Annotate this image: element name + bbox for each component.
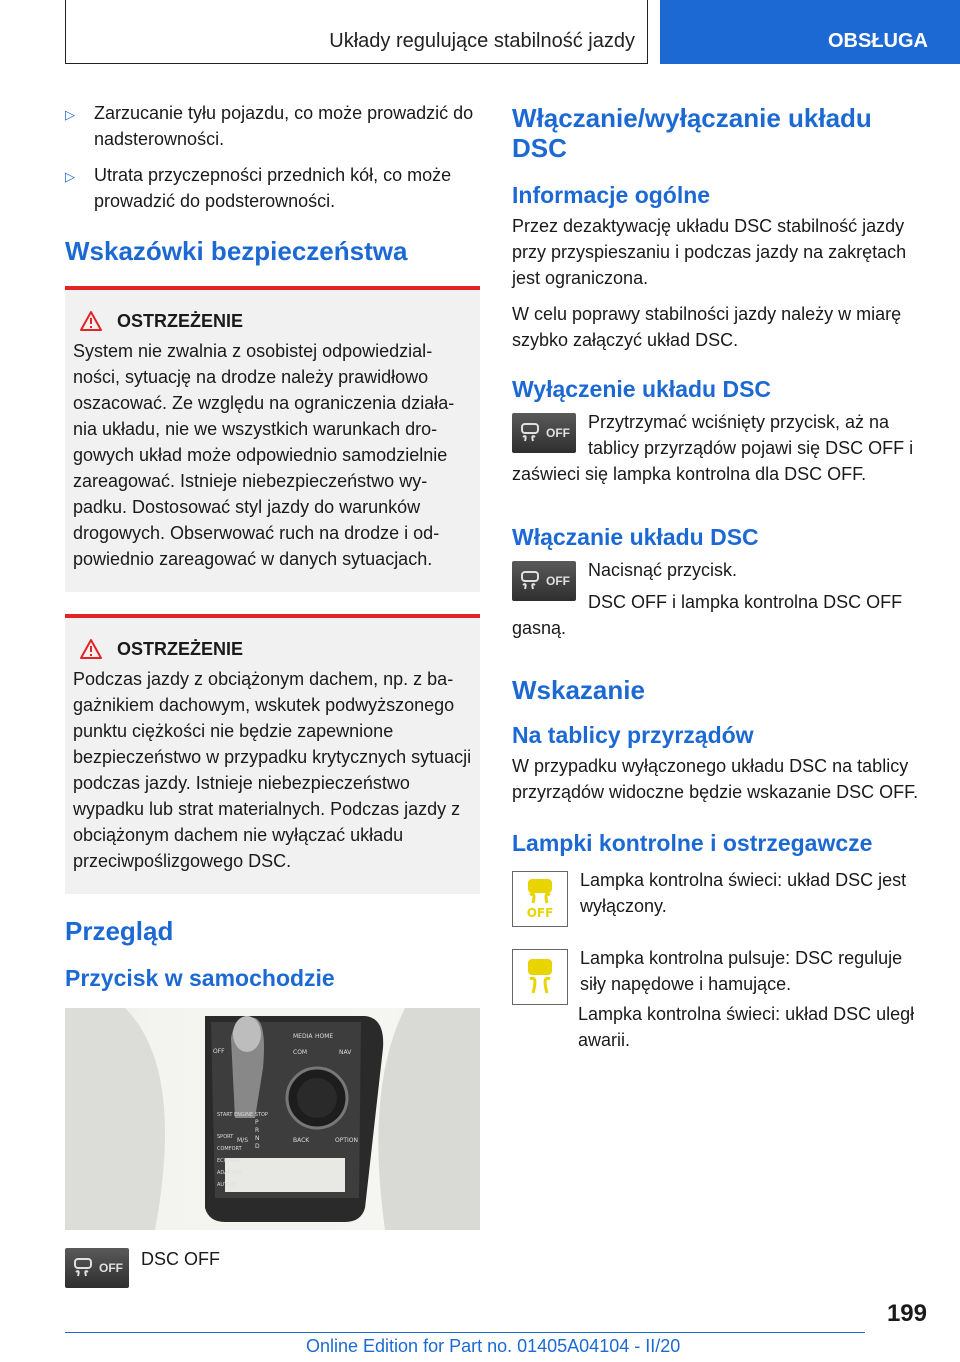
warning-text: System nie zwalnia z osobistej odpowiedzialności, sytuację na drodze należy prawidłowo oszacować. Ze względu na ograniczenia działania układu, nie we wszystkich warunkach drogowych układ może odpowiednio samodzielnie zareagować. Istnieje niebezpieczeństwo wypadku. Dostosować styl jazdy do warunków drogowych. Obserwować ruch na drodze i odpowiednio zareagować w danych sytuacjach. [73, 341, 455, 569]
photo-label: R [255, 1127, 260, 1134]
photo-label: D [255, 1143, 260, 1150]
photo-label: COM [293, 1049, 308, 1056]
dsc-off-button-icon [65, 1248, 129, 1288]
photo-label: ECO PRO [217, 1158, 240, 1164]
warning-triangle-icon [79, 310, 103, 332]
lamp1-text: Lampka kontrolna świeci: układ DSC jest wyłączony. [580, 870, 907, 916]
photo-label: SPORT [217, 1134, 234, 1140]
photo-label: MEDIA [293, 1033, 313, 1040]
dsc-off-button-icon [512, 561, 576, 601]
photo-label: COMFORT [217, 1146, 242, 1152]
warning-title: OSTRZEŻENIE [117, 310, 244, 331]
photo-label: P [255, 1119, 259, 1126]
safety-heading: Wskazówki bezpieczeństwa [65, 236, 408, 266]
photo-label: BACK [293, 1137, 310, 1144]
photo-label: OPTION [335, 1137, 358, 1144]
dsc-caption: DSC OFF [141, 1249, 220, 1269]
dsc-active-lamp-icon [512, 949, 568, 1005]
lamp3-text [512, 1001, 927, 1053]
photo-label: NAV [339, 1049, 352, 1056]
general-info-heading: Informacje ogólne [512, 182, 711, 208]
car-skid-icon [71, 1256, 95, 1280]
list-item [65, 162, 480, 214]
photo-label: OFF [213, 1048, 225, 1055]
edition-note: Online Edition for Part no. 01405A04104 - II/20 [306, 1336, 681, 1356]
lamp-row [512, 949, 927, 1007]
lamps-heading: Lampki kontrolne i ostrzegawcze [512, 830, 873, 856]
lamp-texts [580, 945, 927, 1007]
icon-off-text: OFF [546, 426, 570, 440]
dsc-on-paragraph [512, 557, 927, 641]
warning-box [65, 614, 480, 894]
dsc-off-lamp-symbol [520, 877, 560, 921]
dsc-off-text: Przytrzymać wciśnięty przycisk, aż na tablicy przyrządów pojawi się DSC OFF i zaświeci się lampka kontrolna dla DSC OFF. [512, 412, 914, 484]
car-skid-icon [518, 569, 542, 593]
warning-box [65, 286, 480, 592]
header-title: Układy regulujące stabilność jazdy [329, 30, 635, 52]
dsc-off-paragraph [512, 409, 927, 487]
warning-triangle-icon [79, 638, 103, 660]
overview-heading: Przegląd [65, 916, 174, 946]
lamp2-text: Lampka kontrolna pulsuje: DSC reguluje siły napędowe i hamujące. [580, 948, 903, 994]
section-tab[interactable]: OBSŁUGA [660, 0, 960, 64]
icon-off-text: OFF [99, 1261, 123, 1275]
display-heading: Wskazanie [512, 675, 645, 705]
lamp-off-text: OFF [526, 906, 554, 920]
photo-label: M/S [237, 1137, 249, 1144]
icon-off-text: OFF [546, 574, 570, 588]
general-paragraph: Przez dezaktywację układu DSC stabilność jazdy przy przyspieszaniu i podczas jazdy na zakrętach jest ograniczona. [512, 216, 907, 288]
bullet-text: Utrata przyczepności przednich kół, co może prowadzić do podsterowności. [94, 165, 452, 211]
button-heading: Przycisk w samochodzie [65, 965, 335, 991]
dsc-caption-row [65, 1248, 480, 1288]
right-column [512, 103, 927, 1063]
dsc-toggle-heading: Włączanie/wyłączanie układu DSC [512, 103, 872, 163]
center-console-photo [65, 1008, 480, 1230]
footer-divider [65, 1332, 865, 1333]
triangle-bullet-icon: ▷ [65, 107, 75, 122]
photo-label: N [255, 1135, 260, 1142]
dsc-off-lamp-icon [512, 871, 568, 927]
triangle-bullet-icon: ▷ [65, 169, 75, 184]
dsc-off-heading: Wyłączenie układu DSC [512, 376, 772, 402]
photo-label: ADAPTIVE [217, 1170, 242, 1176]
warning-text: Podczas jazdy z obciążonym dachem, np. z bagażnikiem dachowym, wskutek podwyższonego punktu ciężkości nie będzie zapewnione bezpieczeństwo w przypadku krytycznych sytuacji podczas jazdy. Istnieje niebezpieczeństwo wypadku lub strat materialnych. Podczas jazdy z obciążonym dachem nie wyłączać układu przeciwpoślizgowego DSC. [73, 669, 472, 871]
lamp3-text-content: Lampka kontrolna świeci: układ DSC uległ awarii. [578, 1004, 915, 1050]
page-header [0, 0, 960, 66]
cluster-paragraph: W przypadku wyłączonego układu DSC na tablicy przyrządów widoczne będzie wskazanie DSC OFF. [512, 756, 919, 802]
general-paragraph: W celu poprawy stabilności jazdy należy w miarę szybko załączyć układ DSC. [512, 304, 902, 350]
bullet-text: Zarzucanie tyłu pojazdu, co może prowadzić do nadsterowności. [94, 103, 474, 149]
warning-title: OSTRZEŻENIE [117, 638, 244, 659]
photo-label: HOME [315, 1033, 334, 1040]
header-title-box [65, 0, 648, 64]
page-number: 199 [886, 1300, 927, 1327]
car-skid-icon [518, 421, 542, 445]
dsc-off-button-icon [512, 413, 576, 453]
list-item [65, 100, 480, 152]
dsc-on-heading: Włączanie układu DSC [512, 524, 759, 550]
dsc-on-text1: Nacisnąć przycisk. [588, 560, 738, 580]
lamp-row [512, 871, 927, 929]
console-illustration [65, 1008, 480, 1230]
dsc-skid-lamp-symbol [520, 955, 560, 999]
dsc-on-text2: DSC OFF i lampka kontrolna DSC OFF gasną. [512, 592, 903, 638]
photo-label: AUTO H [217, 1182, 237, 1188]
cluster-heading: Na tablicy przyrządów [512, 722, 754, 748]
left-column [65, 100, 480, 1288]
photo-label: START ENGINE STOP [217, 1112, 268, 1118]
